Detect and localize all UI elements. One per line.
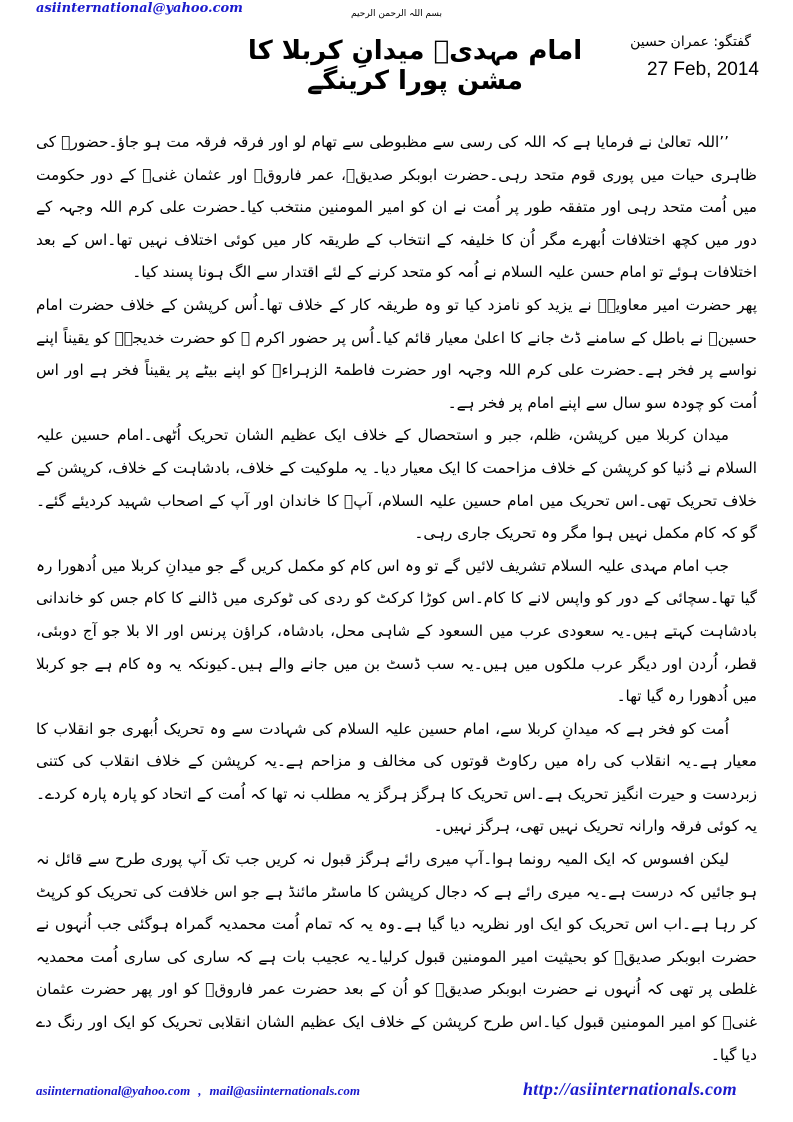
paragraph-3: میدان کربلا میں کرپشن، ظلم، جبر و استحصال کے خلاف ایک عظیم الشان تحریک اُٹھی۔امام حسین علیہ السلام نے دُنیا کو کرپشن کے خلاف مزاحمت کا ایک معیار دیا۔ یہ ملوکیت کے خلاف، بادشاہت کے خلاف، کرپشن کے خلاف تحریک تھی۔اس تحریک میں امام حسین علیہ السلام، آپؑ کا خاندان اور آپ کے اصحاب شہید کردیئے گئے۔گو کہ کام مکمل نہیں ہوا مگر وہ تحریک جاری رہی۔ [36, 426, 758, 543]
page-title: امام مہدیؑ میدانِ کربلا کا مشن پورا کرینگے [247, 36, 583, 96]
footer-website-link[interactable]: http://asiinternationals.com [523, 1079, 737, 1099]
paragraph-6: لیکن افسوس کہ ایک المیہ رونما ہوا۔آپ میری رائے ہرگز قبول نہ کریں جب تک آپ پوری طرح سے قائل نہ ہو جائیں کہ درست ہے۔یہ میری رائے ہے کہ دجال کرپشن کا ماسٹر مائنڈ ہے جو اس خلافت کی تحریک کو کرپٹ کر رہا ہے۔اب اس تحریک کو ایک اور نظریہ دیا گیا ہے۔وہ یہ کہ تمام اُمت محمدیہ گمراہ ہوگئی جب اُنہوں نے حضرت ابوبکر صدیقؓ کو بحیثیت امیر المومنین قبول کرلیا۔یہ عجیب بات ہے کہ ساری کی ساری اُمت محمدیہ غلطی پر تھی کہ اُنہوں نے حضرت ابوبکر صدیقؓ کو اُن کے بعد حضرت عمر فاروقؓ کو اور پھر حضرت عثمان غنیؓ کو امیر المومنین قبول کیا۔اس طرح کرپشن کے خلاف ایک عظیم الشان انقلابی تحریک کو ایک اور رنگ دے دیا گیا۔ [36, 850, 757, 1064]
footer-email-yahoo-link[interactable]: asiinternational@yahoo.com [36, 1083, 191, 1098]
header-email-link[interactable]: asiinternational@yahoo.com [36, 1, 243, 16]
footer-email-mail-link[interactable]: mail@asiinternationals.com [209, 1083, 361, 1098]
paragraph-1: ’’اللہ تعالیٰ نے فرمایا ہے کہ اللہ کی رسی سے مظبوطی سے تھام لو اور فرقہ فرقہ مت ہو جاؤ۔حضورﷺ کی ظاہری حیات میں پوری قوم متحد رہی۔حضرت ابوبکر صدیقؓ، عمر فاروقؓ اور عثمان غنیؓ کے دور حکومت میں اُمت متحد رہی اور متفقہ طور پر اُمت نے ان کو امیر المومنین منتخب کیا۔حضرت علی کرم اللہ وجہہ کے دور میں کچھ اختلافات اُبھرے مگر اُن کا خلیفہ کے انتخاب کے طریقہ کار میں کوئی اختلاف نہیں تھا۔اس کے بعد اختلافات ہوئے تو امام حسن علیہ السلام نے اُمہ کو متحد کرنے کے لئے اقتدار سے الگ ہونا پسند کیا۔ [36, 133, 757, 282]
paragraph-4: جب امام مہدی علیہ السلام تشریف لائیں گے تو وہ اس کام کو مکمل کریں گے جو میدانِ کربلا میں اُدھورا رہ گیا تھا۔سچائی کے دور کو واپس لانے کا کام۔اس کوڑا کرکٹ کو ردی کی ٹوکری میں ڈالنے کا کام جس کو خاندانی بادشاہت کہتے ہیں۔یہ سعودی عرب میں السعود کے شاہی محل، بادشاہ، کراؤن پرنس اور الا بلا جو آج دوبئی، قطر، اُردن اور دیگر عرب ملکوں میں ہیں۔یہ سب ڈسٹ بن میں جانے والے ہیں۔کیونکہ یہ وہ کام ہے جو کربلا میں اُدھورا رہ گیا تھا۔ [36, 556, 757, 706]
footer-contact [36, 1083, 360, 1099]
author-byline: گفتگو: عمران حسین [630, 34, 751, 50]
paragraph-2: پھر حضرت امیر معاویہؓ نے یزید کو نامزد کیا تو وہ طریقہ کار کے خلاف تھا۔اُس کرپشن کے خلاف حضرت امام حسینؑ نے باطل کے سامنے ڈٹ جانے کا اعلیٰ معیار قائم کیا۔اُس پر حضور اکرم ﷺ کو حضرت خدیجہؓ کو یقیناً اپنے نواسے پر فخر ہے۔حضرت علی کرم اللہ وجہہ اور حضرت فاطمۃ الزہراءؓ کو اپنے بیٹے پر یقیناً فخر ہے اور اس اُمت کو چودہ سو سال سے اپنے امام پر فخر ہے۔ [36, 295, 757, 412]
paragraph-5: اُمت کو فخر ہے کہ میدانِ کربلا سے، امام حسین علیہ السلام کی شہادت سے وہ تحریک اُبھری جو انقلاب کا معیار ہے۔یہ انقلاب کی راہ میں رکاوٹ قوتوں کی مخالف و مزاحم ہے۔یہ کرپشن کے خلاف انقلاب کی کتنی زبردست و حیرت انگیز تحریک ہے۔اس تحریک کا ہرگز ہرگز یہ مطلب نہ تھا کہ اُمت کے اتحاد کو پارہ پارہ کردے۔یہ کوئی فرقہ وارانہ تحریک نہیں تھی، ہرگز نہیں۔ [36, 719, 757, 836]
publish-date: 27 Feb, 2014 [647, 59, 759, 80]
bismillah: بسم اللہ الرحمن الرحیم [351, 9, 442, 19]
article-body [36, 126, 757, 1071]
footer-separator: , [198, 1083, 202, 1098]
